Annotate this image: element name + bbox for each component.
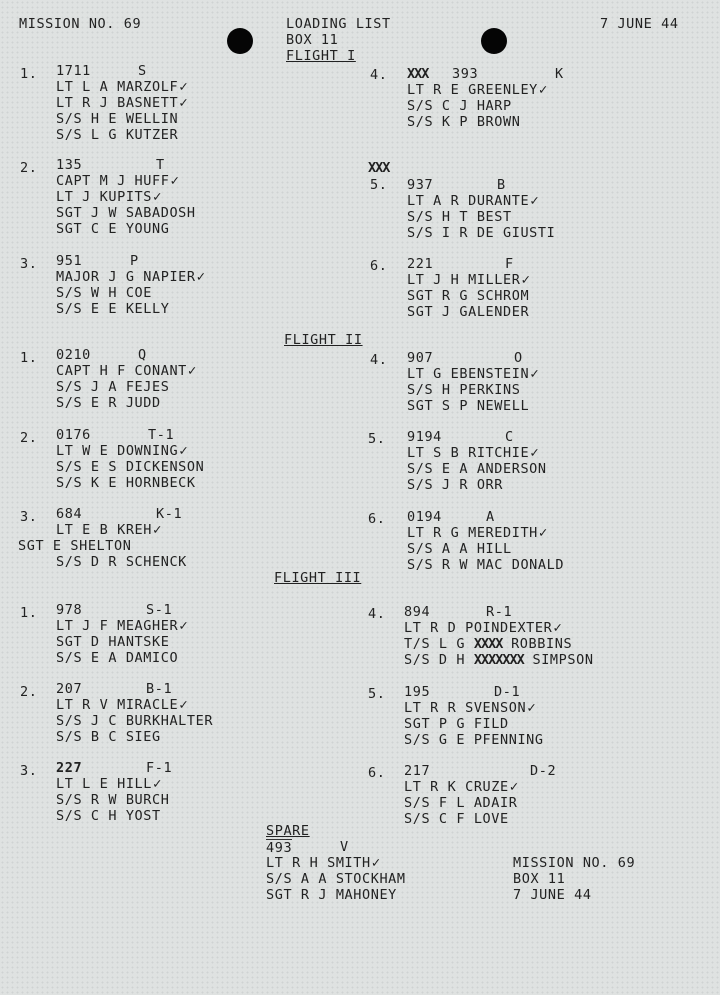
crew-member: S/S C F LOVE <box>404 811 509 827</box>
ship-letter: R-1 <box>486 604 513 620</box>
ship-letter: T <box>156 157 165 173</box>
ship-number-label: 2. <box>20 684 38 700</box>
crew-member: LT R H SMITH✓ <box>266 855 381 871</box>
crew-member: SGT E SHELTON <box>18 538 132 554</box>
crew-member: SGT R G SCHROM <box>407 288 530 304</box>
ship-id: 684 <box>56 506 83 522</box>
crew-member: S/S C H YOST <box>56 808 161 824</box>
header-date: 7 JUNE 44 <box>600 16 679 32</box>
ship-number-label: 4. <box>370 67 388 83</box>
ship-id: 227 <box>56 760 83 776</box>
crew-member: SGT R J MAHONEY <box>266 887 397 903</box>
flight-3-heading: FLIGHT III <box>274 570 362 586</box>
crew-member: S/S J A FEJES <box>56 379 170 395</box>
ship-id: 937 <box>407 177 434 193</box>
ship-number-label: 6. <box>368 511 386 527</box>
header-mission: MISSION NO. 69 <box>19 16 142 32</box>
ship-number-label: 1. <box>20 605 38 621</box>
ship-letter: A <box>486 509 495 525</box>
ship-letter: O <box>514 350 523 366</box>
struck-text: XXXXXXX <box>473 652 524 668</box>
crew-member: LT R V MIRACLE✓ <box>56 697 189 713</box>
ship-id: 1711 <box>56 63 91 79</box>
check-mark-icon: ✓ <box>196 269 206 285</box>
ship-letter: D-2 <box>530 763 557 779</box>
ship-number-label: 6. <box>368 765 386 781</box>
crew-member: S/S J C BURKHALTER <box>56 713 214 729</box>
ship-letter: B-1 <box>146 681 173 697</box>
crew-member: S/S A A HILL <box>407 541 512 557</box>
crew-member: LT R J BASNETT✓ <box>56 95 189 111</box>
crew-member: SGT C E YOUNG <box>56 221 170 237</box>
crew-member: S/S E A DAMICO <box>56 650 179 666</box>
ship-id: 9194 <box>407 429 442 445</box>
ship-letter: Q <box>138 347 147 363</box>
ship-number-label: 5. <box>368 686 386 702</box>
header-box: BOX 11 <box>286 32 339 48</box>
crew-member: LT J KUPITS✓ <box>56 189 163 205</box>
crew-member: S/S R W BURCH <box>56 792 170 808</box>
ship-letter: B <box>497 177 506 193</box>
footer-date: 7 JUNE 44 <box>513 887 592 903</box>
check-mark-icon: ✓ <box>179 443 189 459</box>
crew-member: S/S D R SCHENCK <box>56 554 187 570</box>
ship-id: 207 <box>56 681 83 697</box>
ship-id: 0176 <box>56 427 91 443</box>
crew-member: S/S J R ORR <box>407 477 504 493</box>
crew-member: LT R K CRUZE✓ <box>404 779 519 795</box>
check-mark-icon: ✓ <box>179 697 189 713</box>
ship-number-label: 1. <box>20 350 38 366</box>
crew-member: S/S B C SIEG <box>56 729 161 745</box>
crew-member: S/S I R DE GIUSTI <box>407 225 556 241</box>
flight-1-heading: FLIGHT I <box>286 48 356 64</box>
check-mark-icon: ✓ <box>179 95 189 111</box>
crew-member: S/S W H COE <box>56 285 153 301</box>
crew-member: S/S F L ADAIR <box>404 795 518 811</box>
ship-letter: F-1 <box>146 760 173 776</box>
check-mark-icon: ✓ <box>179 79 189 95</box>
check-mark-icon: ✓ <box>371 855 381 871</box>
crew-member: LT E B KREH✓ <box>56 522 163 538</box>
ship-letter: V <box>340 839 349 855</box>
ship-number-label: 5. <box>368 431 386 447</box>
ship-id: 907 <box>407 350 434 366</box>
crew-member: T/S L G XXXX ROBBINS <box>404 636 573 652</box>
crew-member: S/S E A ANDERSON <box>407 461 547 477</box>
crew-member: SGT D HANTSKE <box>56 634 170 650</box>
check-mark-icon: ✓ <box>170 173 180 189</box>
ship-id: 493 <box>266 840 293 856</box>
header-title: LOADING LIST <box>286 16 391 32</box>
crew-member: LT J H MILLER✓ <box>407 272 531 288</box>
crew-member: SGT J W SABADOSH <box>56 205 196 221</box>
crew-member: CAPT H F CONANT✓ <box>56 363 197 379</box>
crew-member: S/S L G KUTZER <box>56 127 179 143</box>
crew-member: S/S E E KELLY <box>56 301 170 317</box>
footer-box: BOX 11 <box>513 871 566 887</box>
crew-member: S/S R W MAC DONALD <box>407 557 565 573</box>
crew-member: S/S E R JUDD <box>56 395 161 411</box>
ship-number-label: 1. <box>20 66 38 82</box>
crew-member: SGT P G FILD <box>404 716 509 732</box>
ship-number-label: 3. <box>20 509 38 525</box>
check-mark-icon: ✓ <box>179 618 189 634</box>
crew-member: S/S E S DICKENSON <box>56 459 205 475</box>
crew-member: LT A R DURANTE✓ <box>407 193 540 209</box>
check-mark-icon: ✓ <box>538 525 548 541</box>
crew-member: S/S C J HARP <box>407 98 512 114</box>
ship-id: 894 <box>404 604 431 620</box>
punch-hole-left <box>227 28 253 54</box>
ship-letter: D-1 <box>494 684 521 700</box>
crew-member: S/S H E WELLIN <box>56 111 179 127</box>
ship-id: 217 <box>404 763 431 779</box>
crew-member: SGT J GALENDER <box>407 304 530 320</box>
footer-mission: MISSION NO. 69 <box>513 855 636 871</box>
crew-member: LT R G MEREDITH✓ <box>407 525 548 541</box>
check-mark-icon: ✓ <box>530 445 540 461</box>
crew-member: LT W E DOWNING✓ <box>56 443 189 459</box>
crew-member: MAJOR J G NAPIER✓ <box>56 269 206 285</box>
check-mark-icon: ✓ <box>530 193 540 209</box>
crew-member: S/S K P BROWN <box>407 114 521 130</box>
ship-letter: S-1 <box>146 602 173 618</box>
crew-member: LT G EBENSTEIN✓ <box>407 366 540 382</box>
crew-member: S/S H T BEST <box>407 209 512 225</box>
check-mark-icon: ✓ <box>153 189 163 205</box>
crew-member: S/S K E HORNBECK <box>56 475 196 491</box>
ship-letter: C <box>505 429 514 445</box>
ship-id: 0210 <box>56 347 91 363</box>
check-mark-icon: ✓ <box>553 620 563 636</box>
flight-2-heading: FLIGHT II <box>284 332 363 348</box>
ship-letter: P <box>130 253 139 269</box>
crew-member: S/S G E PFENNING <box>404 732 544 748</box>
spare-heading: SPARE <box>266 823 310 839</box>
ship-id: 393 <box>452 66 479 82</box>
crew-member: LT R E GREENLEY✓ <box>407 82 548 98</box>
ship-id: 0194 <box>407 509 442 525</box>
crew-member: S/S D H XXXXXXX SIMPSON <box>404 652 594 668</box>
ship-id: 135 <box>56 157 83 173</box>
check-mark-icon: ✓ <box>153 522 163 538</box>
ship-number-label: 6. <box>370 258 388 274</box>
check-mark-icon: ✓ <box>521 272 531 288</box>
ship-letter: S <box>138 63 147 79</box>
ship-letter: K-1 <box>156 506 183 522</box>
ship-number-label: 5. <box>370 177 388 193</box>
check-mark-icon: ✓ <box>530 366 540 382</box>
check-mark-icon: ✓ <box>153 776 163 792</box>
crew-member: LT R R SVENSON✓ <box>404 700 537 716</box>
ship-id: 195 <box>404 684 431 700</box>
struck-text: XXXX <box>473 636 503 652</box>
crew-member: LT R D POINDEXTER✓ <box>404 620 563 636</box>
ship-number-label: 4. <box>368 606 386 622</box>
check-mark-icon: ✓ <box>527 700 537 716</box>
check-mark-icon: ✓ <box>509 779 519 795</box>
struck-text: XXX <box>368 160 390 176</box>
ship-letter: K <box>555 66 564 82</box>
ship-number-label: 3. <box>20 763 38 779</box>
ship-id: 978 <box>56 602 83 618</box>
crew-member: LT L E HILL✓ <box>56 776 163 792</box>
crew-member: CAPT M J HUFF✓ <box>56 173 180 189</box>
ship-number-label: 2. <box>20 430 38 446</box>
check-mark-icon: ✓ <box>187 363 197 379</box>
crew-member: SGT S P NEWELL <box>407 398 530 414</box>
ship-number-label: 2. <box>20 160 38 176</box>
ship-id: 951 <box>56 253 83 269</box>
ship-letter: T-1 <box>148 427 175 443</box>
punch-hole-right <box>481 28 507 54</box>
crew-member: LT J F MEAGHER✓ <box>56 618 189 634</box>
crew-member: LT L A MARZOLF✓ <box>56 79 189 95</box>
ship-letter: F <box>505 256 514 272</box>
struck-text: XXX <box>407 66 429 82</box>
check-mark-icon: ✓ <box>538 82 548 98</box>
ship-id: 221 <box>407 256 434 272</box>
ship-number-label: 4. <box>370 352 388 368</box>
crew-member: LT S B RITCHIE✓ <box>407 445 540 461</box>
crew-member: S/S A A STOCKHAM <box>266 871 406 887</box>
ship-number-label: 3. <box>20 256 38 272</box>
crew-member: S/S H PERKINS <box>407 382 521 398</box>
